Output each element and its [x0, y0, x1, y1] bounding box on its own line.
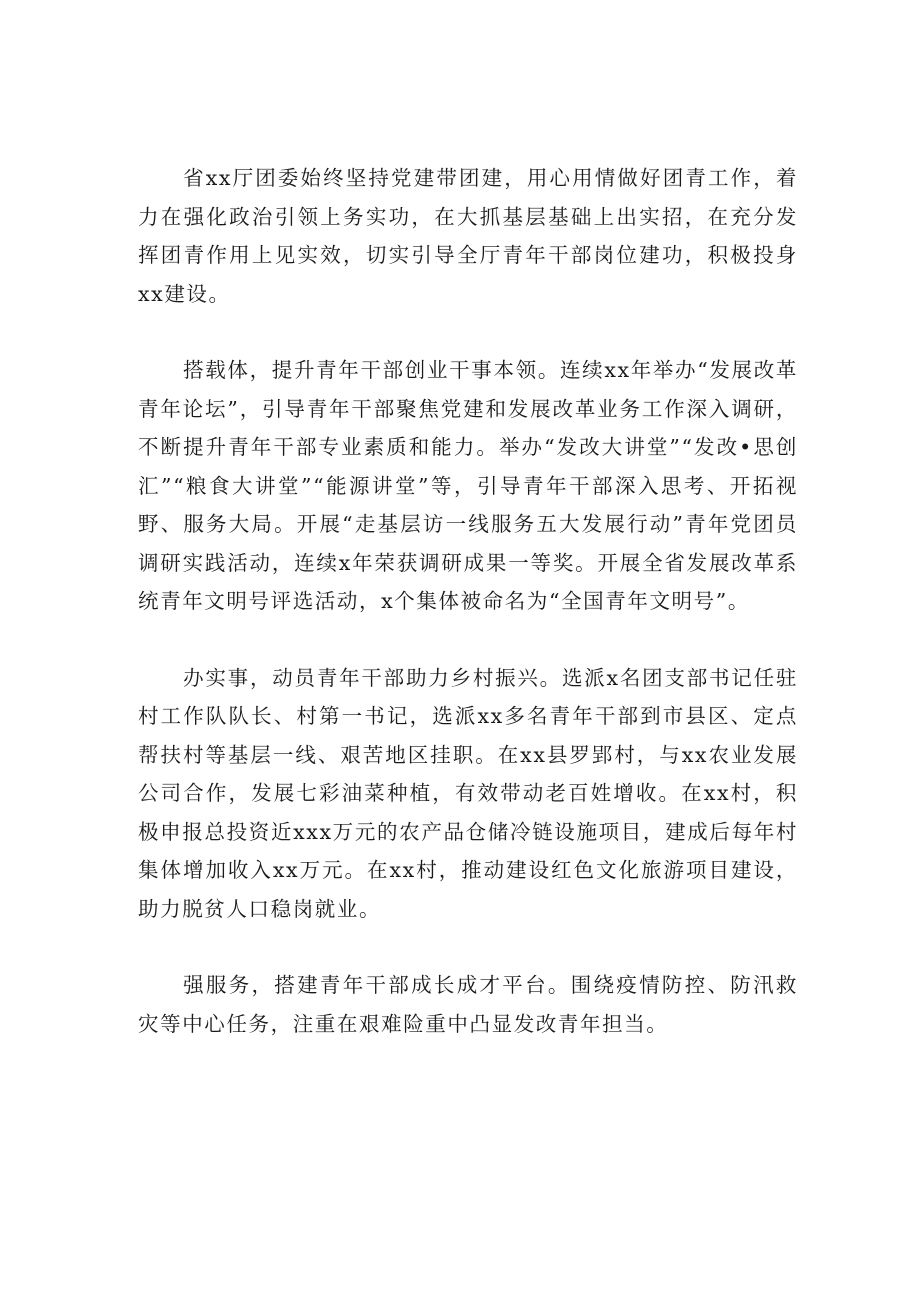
document-body	[138, 159, 798, 1043]
paragraph-intro: 省xx厅团委始终坚持党建带团建，用心用情做好团青工作，着力在强化政治引领上务实功，在大抓基层基础上出实招，在充分发挥团青作用上见实效，切实引导全厅青年干部岗位建功，积极投身xx建设。	[138, 166, 798, 306]
paragraph-service: 强服务，搭建青年干部成长成才平台。围绕疫情防控、防汛救灾等中心任务，注重在艰难险重中凸显发改青年担当。	[138, 973, 798, 1036]
paragraph-rural-revitalization: 办实事，动员青年干部助力乡村振兴。选派x名团支部书记任驻村工作队队长、村第一书记，选派xx多名青年干部到市县区、定点帮扶村等基层一线、艰苦地区挂职。在xx县罗郢村，与xx农业发展公司合作，发展七彩油菜种植，有效带动老百姓增收。在xx村，积极申报总投资近xxx万元的农产品仓储冷链设施项目，建成后每年村集体增加收入xx万元。在xx村，推动建设红色文化旅游项目建设，助力脱贫人口稳岗就业。	[138, 665, 798, 921]
paragraph-carrier: 搭载体，提升青年干部创业干事本领。连续xx年举办“发展改革青年论坛”，引导青年干部聚焦党建和发展改革业务工作深入调研，不断提升青年干部专业素质和能力。举办“发改大讲堂”“发改•思创汇”“粮食大讲堂”“能源讲堂”等，引导青年干部深入思考、开拓视野、服务大局。开展“走基层访一线服务五大发展行动”青年党团员调研实践活动，连续x年荣获调研成果一等奖。开展全省发展改革系统青年文明号评选活动，x个集体被命名为“全国青年文明号”。	[138, 358, 798, 613]
